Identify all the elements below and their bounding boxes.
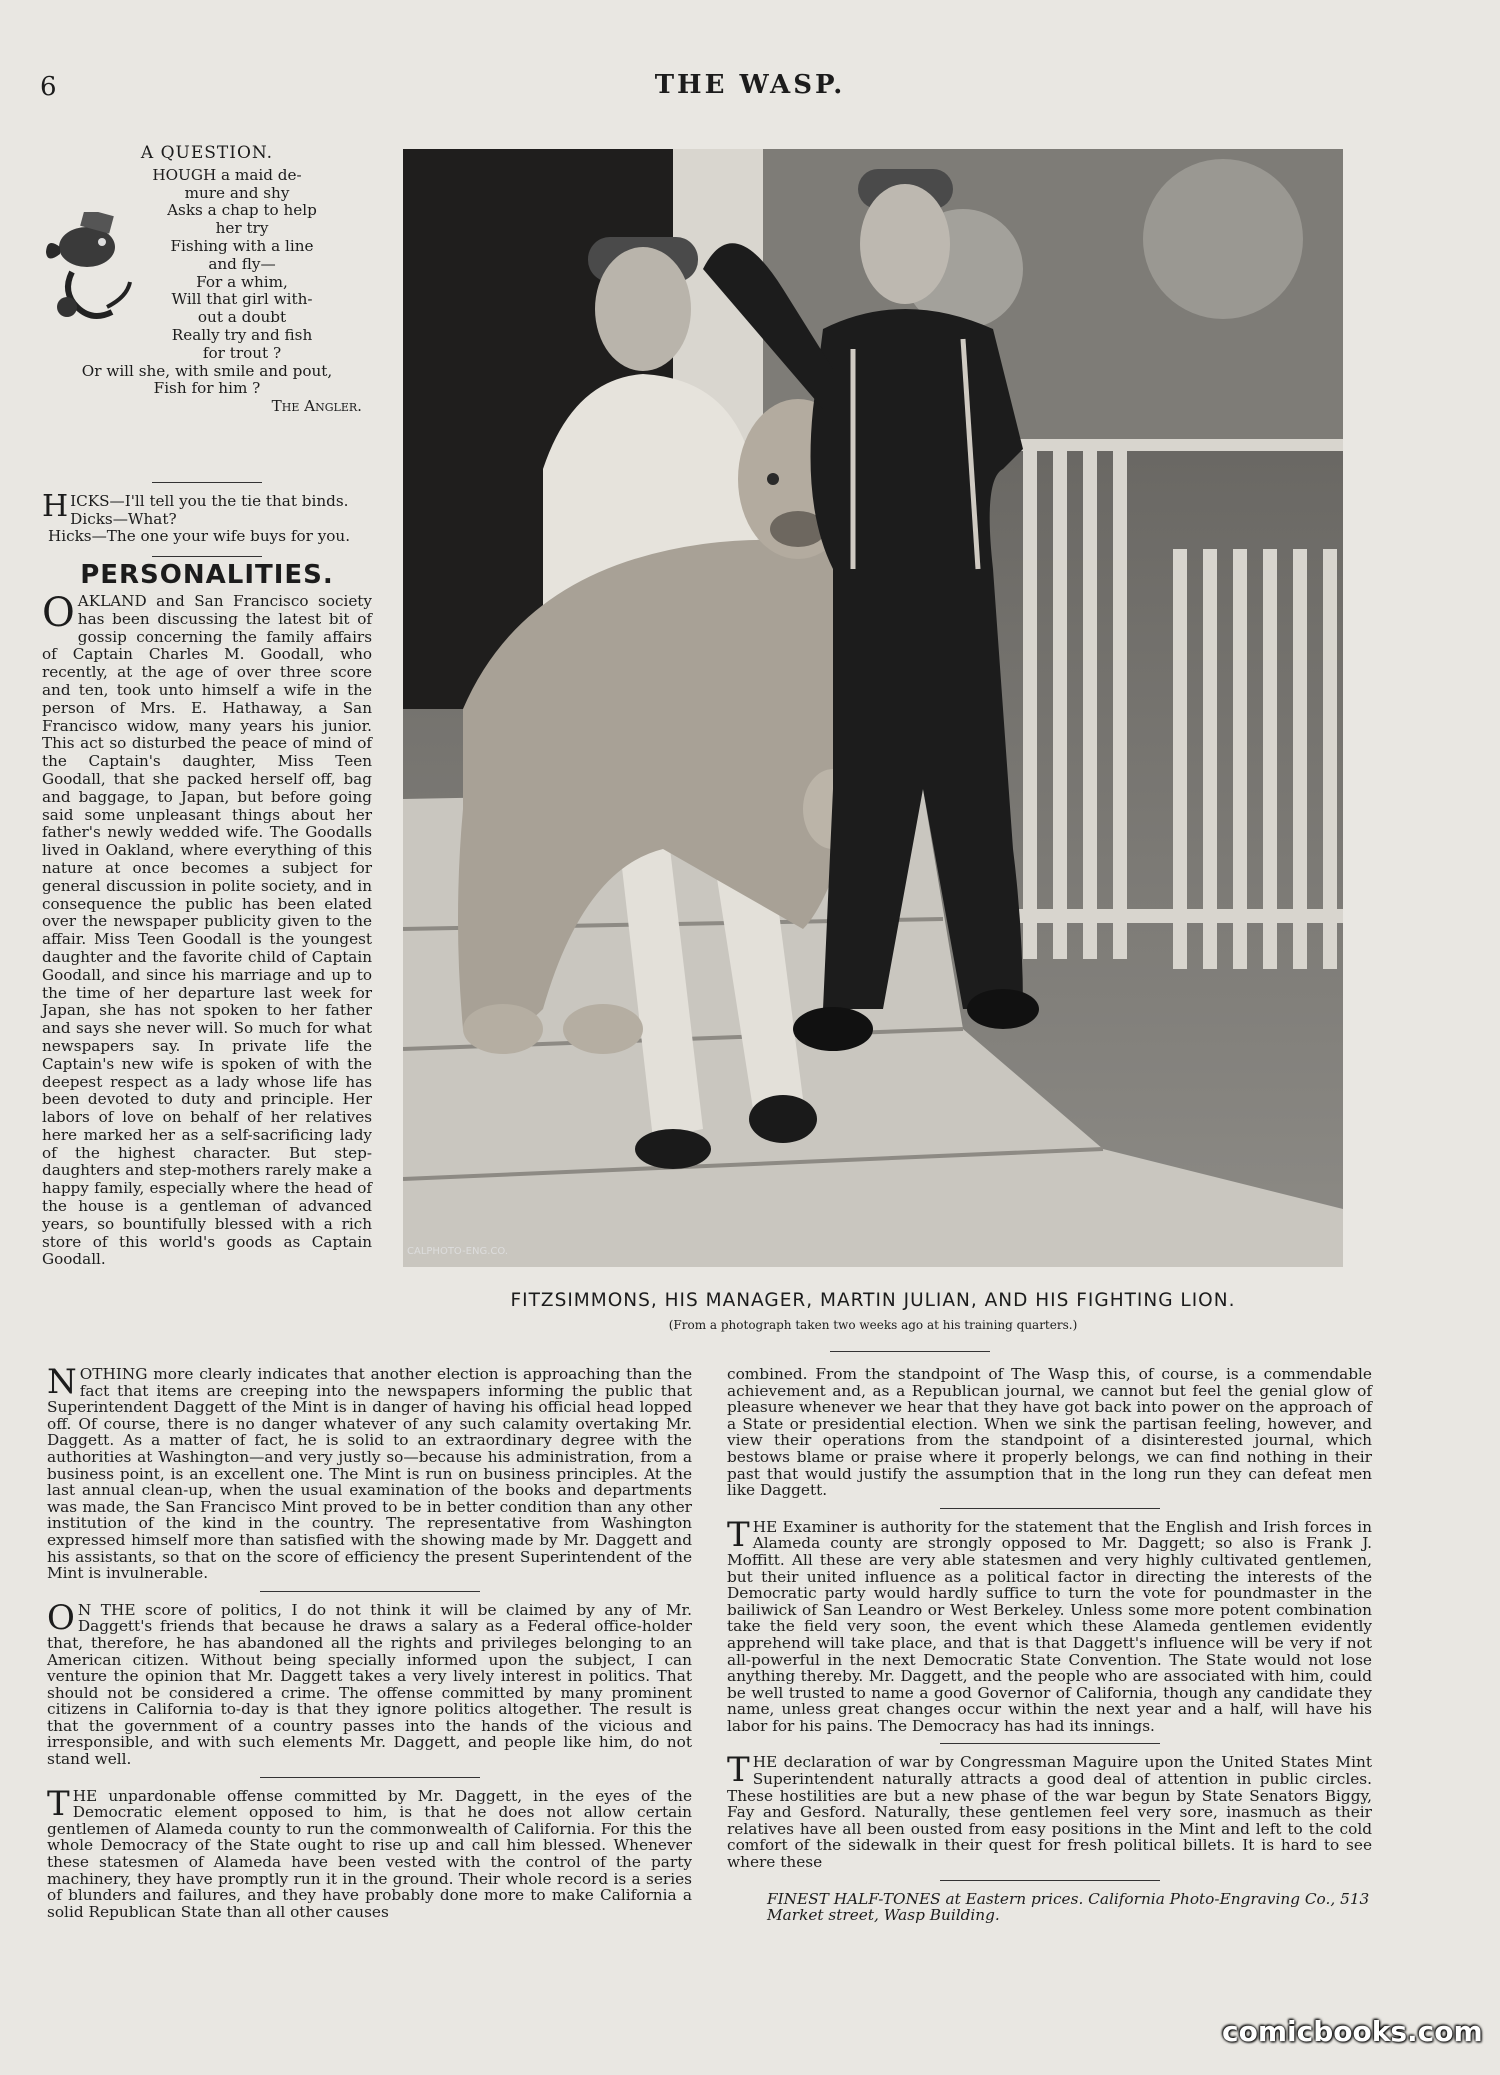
divider: [940, 1880, 1160, 1881]
hicks-line-1: HICKS—I'll tell you the tie that binds.: [42, 488, 349, 524]
poem-line: mure and shy: [184, 183, 290, 202]
hicks-joke: [42, 488, 372, 546]
hicks-line-3: Hicks—The one your wife buys for you.: [48, 527, 351, 546]
article-paragraph: ON THE score of politics, I do not think it will be claimed by any of Mr. Daggett's friends that because he draws a salary as a Federal office-holder that, therefore, he has abandoned all the rights and privileges belonging to an American citizen. Without being specially informed upon the subject, I can venture the opinion that Mr. Daggett takes a very lively interest in politics. That should not be considered a crime. The offense committed by many prominent citizens in California to-day is that they ignore politics altogether. The result is that the government of a country passes into the hands of the vicious and irresponsible, and with such elements Mr. Daggett, and people like him, do not stand well.: [47, 1597, 692, 1769]
article-paragraph: THE unpardonable offense committed by Mr. Daggett, in the eyes of the Democratic element opposed to him, is that he does not allow certain gentlemen of Alameda county to run the commonwealth of California. For this the whole Democracy of the State ought to rise up and call him blessed. Whenever these statesmen of Alameda have been vested with the control of the party machinery, they have promptly run it in the ground. Their whole record is a series of blunders and failures, and they have probably done more to make California a solid Republican State than all other causes: [47, 1783, 692, 1921]
divider: [830, 1351, 990, 1352]
article-paragraph: THE Examiner is authority for the statement that the English and Irish forces in Alameda county are strongly opposed to Mr. Daggett; so also is Frank J. Moffitt. All these are very able statesmen and very highly cultivated gentlemen, but their united influence as a political factor in directing the interests of the Democratic party would hardly suffice to turn the vote for poundmaster in the bailiwick of San Leandro or West Berkeley. Unless some more potent combination take the field very soon, the event which these Alameda gentlemen evidently apprehend will take place, and that is that Daggett's influence will be very if not all-powerful in the next Democratic State Convention. The State would not lose anything thereby. Mr. Daggett, and the people who are associated with him, could be well trusted to name a good Governor of California, though any candidate they name, unless great changes occur within the next year and a half, will have his labor for his pains. The Democracy has had its innings.: [727, 1514, 1372, 1735]
poem-line: Asks a chap to help: [167, 201, 317, 220]
poem-line: out a doubt: [197, 308, 287, 327]
poem-line: Fish for him ?: [153, 379, 261, 398]
poem-title: A QUESTION.: [140, 143, 274, 163]
masthead-title: THE WASP.: [654, 70, 846, 100]
poem-signature: The Angler.: [271, 397, 362, 416]
poem-line: Or will she, with smile and pout,: [81, 361, 333, 380]
divider: [260, 1777, 480, 1778]
article-paragraph: combined. From the standpoint of The Wasp this, of course, is a commendable achievement and, as a Republican journal, we cannot but feel the genial glow of pleasure whenever we hear that they have got back into power on the approach of a State or presidential election. When we sink the partisan feeling, however, and view their operations from the standpoint of a disinterested journal, which bestows blame or praise where it properly belongs, we can find nothing in their past that would justify the assumption that in the long run they can defeat men like Daggett.: [727, 1365, 1372, 1500]
poem-line: HOUGH a maid de-: [152, 165, 302, 184]
poem-line: Will that girl with-: [171, 290, 313, 309]
article-paragraph: THE declaration of war by Congressman Maguire upon the United States Mint Superintendent naturally attracts a good deal of attention in public circles. These hostilities are but a new phase of the war begun by State Senators Biggy, Fay and Gesford. Naturally, these gentlemen feel very sore, inasmuch as their relatives have all been ousted from easy positions in the Mint and left to the cold comfort of the sidewalk in their quest for fresh political billets. It is hard to see where these: [727, 1750, 1372, 1872]
poem-line: For a whim,: [196, 272, 288, 291]
personalities-body: OAKLAND and San Francisco society has been discussing the latest bit of gossip concerning the family affairs of Captain Charles M. Goodall, who recently, at the age of over three score and ten, took unto himself a wife in the person of Mrs. E. Hathaway, a San Francisco widow, many years his junior. This act so disturbed the peace of mind of the Captain's daughter, Miss Teen Goodall, that she packed herself off, bag and baggage, to Japan, but before going said some unpleasant things about her father's newly wedded wife. The Goodalls lived in Oakland, where everything of this nature at once becomes a subject for general discussion in polite society, and in consequence the public has been elated over the newspaper publicity given to the affair. Miss Teen Goodall is the youngest daughter and the favorite child of Captain Goodall, and since his marriage and up to the time of her departure last week for Japan, she has not spoken to her father and says she never will. So much for what newspapers say. In private life the Captain's new wife is spoken of with the deepest respect as a lady whose life has been devoted to duty and principle. Her labors of love on behalf of her relatives here marked her as a self-sacrificing lady of the highest character. But step-daughters and step-mothers rarely make a happy family, especially where the head of the house is a gentleman of advanced years, so bountifully blessed with a rich store of this world's goods as Captain Goodall.: [42, 589, 372, 1269]
photo-caption: FITZSIMMONS, HIS MANAGER, MARTIN JULIAN, AND HIS FIGHTING LION.: [510, 1290, 1236, 1311]
lion-photograph: [403, 149, 1343, 1267]
poem-line: for trout ?: [202, 343, 282, 362]
poem: [42, 167, 372, 472]
watermark: comicbooks.com: [1222, 2015, 1483, 2048]
hicks-line-2: Dicks—What?: [70, 509, 177, 528]
photo-subcaption: (From a photograph taken two weeks ago at his training quarters.): [668, 1318, 1078, 1332]
page-number: 6: [40, 72, 57, 102]
divider: [260, 1591, 480, 1592]
left-column: [42, 145, 372, 1269]
article-paragraph: NOTHING more clearly indicates that another election is approaching than the fact that items are creeping into the newspapers informing the public that Superintendent Daggett of the Mint is in danger of having his official head lopped off. Of course, there is no danger whatever of any such calamity overtaking Mr. Daggett. As a matter of fact, he is solid to an extraordinary degree with the authorities at Washington—and very justly so—because his administration, from a business point, is an excellent one. The Mint is run on business principles. At the last annual clean-up, when the usual examination of the books and departments was made, the San Francisco Mint proved to be in better condition than any other institution of the kind in the country. The representative from Washington expressed himself more than satisfied with the showing made by Mr. Daggett and his assistants, so that on the score of efficiency the present Superintendent of the Mint is invulnerable.: [47, 1362, 692, 1583]
divider: [940, 1508, 1160, 1509]
divider: [152, 556, 262, 557]
divider: [152, 482, 262, 483]
poem-line: her try: [215, 219, 269, 238]
poem-line: Really try and fish: [171, 325, 313, 344]
engraver-credit: CALPHOTO-ENG.CO.: [407, 1246, 509, 1257]
divider: [940, 1743, 1160, 1744]
personalities-heading: PERSONALITIES.: [80, 560, 334, 591]
advertisement: FINEST HALF-TONES at Eastern prices. California Photo-Engraving Co., 513 Market street, Wasp Building.: [767, 1889, 1370, 1925]
article-column-left: [47, 1362, 692, 1921]
poem-line: and fly—: [208, 254, 276, 273]
poem-line: Fishing with a line: [170, 236, 314, 255]
article-column-right: [727, 1366, 1372, 1924]
